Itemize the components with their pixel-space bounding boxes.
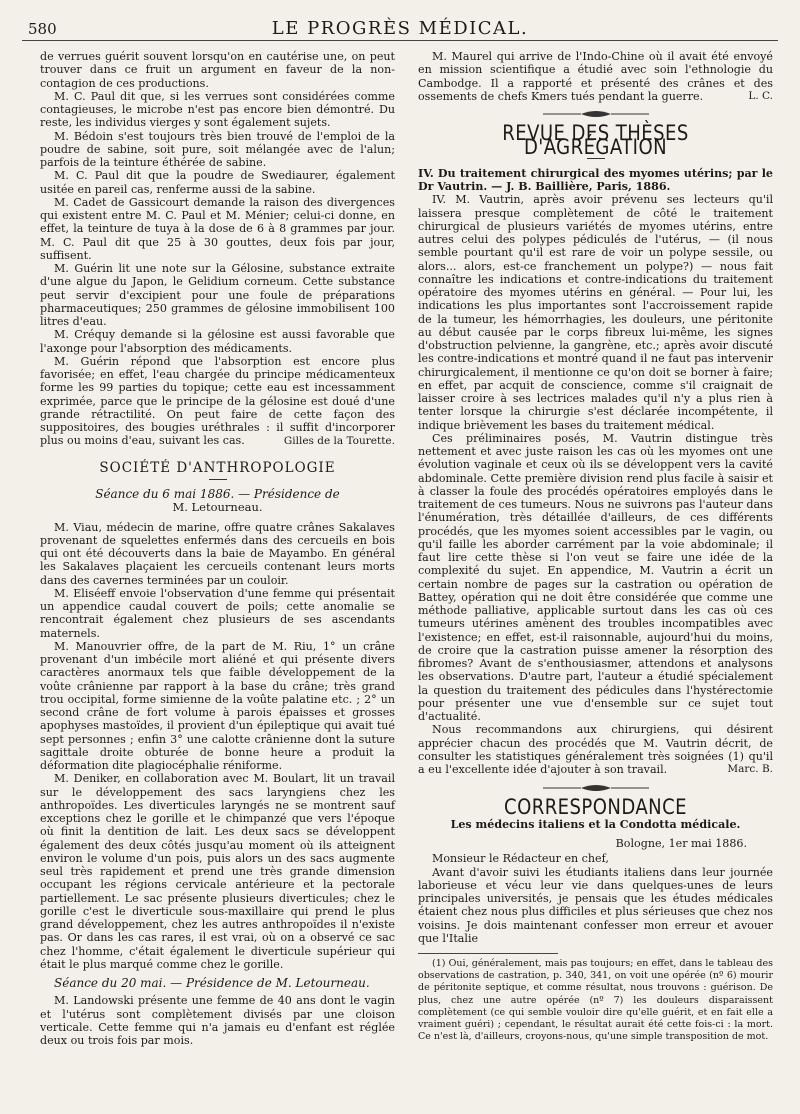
footnote: (1) Oui, généralement, mais pas toujours; en effet, dans le tableau des observations de castration, p. 340, 341, on voit une opérée (nº 6) mourir de péritonite septique, et comme résultat, nous trouvons : guérison. De plus, chez une autre opérée (nº 7) les douleurs disparaissent complètement (ce qui semble vouloir dire qu'elle guérit, et en fait elle a vraiment guéri) ; cependant, le résultat aurait été cette fois-ci : la mort. Ce n'est là, d'ailleurs, croyons-nous, qu'une simple transposition de mot. bbox=[418, 958, 773, 1043]
paragraph: M. Guérin lit une note sur la Gélosine, substance extraite d'une algue du Japon, le Gelidium corneum. Cette substance peut servir d'excipient pour une foule de préparations pharmaceutiques; 250 grammes de gélosine immobilisent 100 litres d'eau. bbox=[40, 262, 395, 328]
paragraph: M. Eliséeff envoie l'observation d'une femme qui présentait un appendice caudal couvert de poils; cette anomalie se rencontrait également chez plusieurs de ses ascendants maternels. bbox=[40, 586, 395, 640]
paragraph: M. Guérin répond que l'absorption est encore plus favorisée; en effet, l'eau chargée du principe médicamenteux forme les 99 parties du topique; cette eau est incessamment exprimée, parce que le principe de la gélosine est doué d'une grande rétractilité. On peut faire de cette façon des suppositoires, des bougies uréthrales : il suffit d'incorporer plus ou moins d'eau, suivant les cas. bbox=[40, 354, 395, 448]
paragraph: Nous recommandons aux chirurgiens, qui désirent apprécier chacun des procédés que M. Vautrin décrit, de consulter les statistiques généralement très soignées (1) qu'il a eu l'excellente idée d'ajouter à son travail. bbox=[418, 723, 773, 776]
paragraph: Monsieur le Rédacteur en chef, bbox=[432, 852, 609, 866]
section-subtitle: Les médecins italiens et la Condotta médicale. bbox=[450, 817, 741, 831]
divider bbox=[209, 479, 227, 480]
signature: Marc. B. bbox=[727, 763, 773, 776]
letter-date: Bologne, 1er mai 1886. bbox=[615, 837, 747, 850]
paragraph: M. Landowski présente une femme de 40 ans dont le vagin et l'utérus sont complètement divisés par une cloison verticale. Cette femme qui n'a jamais eu d'enfant est réglée deux ou trois fois par mois. bbox=[40, 994, 395, 1047]
right-column bbox=[418, 50, 773, 1043]
paragraph: M. C. Paul dit que, si les verrues sont considérées comme contagieuses, le microbe n'est pas encore bien démontré. Du reste, les individus vierges y sont également sujets. bbox=[40, 89, 395, 130]
left-column bbox=[40, 50, 395, 1047]
paragraph: de verrues guérit souvent lorsqu'on en cautérise une, on peut trouver dans ce fruit un argument en faveur de la non-contagion de ces productions. bbox=[40, 50, 395, 90]
seance-heading: Séance du 20 mai. — Présidence de M. Letourneau. bbox=[54, 976, 370, 990]
page-number: 580 bbox=[28, 20, 57, 38]
page-header bbox=[22, 8, 778, 41]
paragraph: M. Créquy demande si la gélosine est aussi favorable que l'axonge pour l'absorption des médicaments. bbox=[40, 328, 395, 355]
paragraph: M. Viau, médecin de marine, offre quatre crânes Sakalaves provenant de squelettes enfermés dans des cercueils en bois qui ont été découverts dans la baie de Mayambo. En général les Sakalaves plaçaient les cercueils contenant leurs morts dans des cavernes terminées par un couloir. bbox=[40, 520, 395, 587]
ornament-divider bbox=[541, 783, 651, 793]
thesis-title: IV. Du traitement chirurgical des myomes utérins; par le Dr Vautrin. — J. B. Baillière, Paris, 1886. bbox=[418, 166, 773, 193]
president-name: M. Letourneau. bbox=[172, 500, 263, 515]
seance-heading: Séance du 6 mai 1886. — Présidence de bbox=[95, 487, 340, 501]
section-title: CORRESPONDANCE bbox=[504, 794, 687, 819]
paragraph: Avant d'avoir suivi les étudiants italiens dans leur journée laborieuse et vécu leur vie dans quelques-unes de leurs principales universités, je pensais que les études médicales étaient chez nous plus difficiles et plus sérieuses que chez nos voisins. Je dois maintenant confesser mon erreur et avouer que l'Italie bbox=[418, 865, 773, 945]
paragraph: M. Maurel qui arrive de l'Indo-Chine où il avait été envoyé en mission scientifique a étudié avec soin l'ethnologie du Cambodge. Il a rapporté et présenté des crânes et des ossements de chefs Kmers tués pendant la guerre. bbox=[418, 50, 773, 103]
signature: Gilles de la Tourette. bbox=[283, 434, 395, 447]
paragraph: M. Bédoin s'est toujours très bien trouvé de l'emploi de la poudre de sabine, soit pure, soit mélangée avec de l'alun; parfois de la teinture éthérée de sabine. bbox=[40, 129, 395, 169]
paragraph: M. Cadet de Gassicourt demande la raison des divergences qui existent entre M. C. Paul et M. Ménier; celui-ci donne, en effet, la teinture de tuya à la dose de 6 à 8 grammes par jour. M. C. Paul dit que 25 à 30 gouttes, deux fois par jour, suffisent. bbox=[40, 195, 395, 262]
paragraph: M. C. Paul dit que la poudre de Swediaurer, également usitée en pareil cas, renferme aussi de la sabine. bbox=[40, 169, 395, 196]
signature: L. C. bbox=[748, 90, 773, 102]
section-title: SOCIÉTÉ D'ANTHROPOLOGIE bbox=[99, 459, 336, 476]
paragraph: M. Deniker, en collaboration avec M. Boulart, lit un travail sur le développement des sacs laryngiens chez les anthropoïdes. Les diverticules laryngés ne se montrent sauf exceptions chez le gorille et le chimpanzé que vers l'époque où finit la dentition de lait. Les deux sacs se développent également des deux côtés jusqu'au moment où ils atteignent environ le volume d'un pois, puis alors un des sacs augmente seul très rapidement et prend une très grande dimension occupant les régions cervicale antérieure et la pectorale partiellement. Le sac présente plusieurs diverticules; chez le gorille c'est le diverticule sous-maxillaire qui prend le plus grand développement, chez les autres anthropoïdes il n'existe pas. Or dans les cas rares, il est vrai, où on a observé ce sac chez l'homme, c'était également le diverticule supérieur qui était le plus marqué comme chez le gorille. bbox=[40, 772, 395, 971]
paragraph: Ces préliminaires posés, M. Vautrin distingue très nettement et avec juste raison les cas où les myomes ont une évolution vaginale et ceux où ils se développent vers la cavité abdominale. Cette première division rend plus facile à saisir et à classer la foule des procédés opératoires employés dans le traitement de ces tumeurs. Nous ne suivrons pas l'auteur dans l'énumération, très détaillée d'ailleurs, de ces différents procédés, que les myomes soient accessibles par le vagin, ou qu'il faille les aborder carrément par la voie abdominale; il faut lire cette thèse si l'on veut se faire une idée de la complexité du sujet. En appendice, M. Vautrin a écrit un certain nombre de pages sur la castration ou opération de Battey, opération qui ne doit être considérée que comme une méthode palliative, applicable surtout dans les cas où ces tumeurs utérines amènent des troubles incompatibles avec l'existence; en effet, est-il raisonnable, aujourd'hui du moins, de croire que la castration puisse amener la résorption des fibromes? Avant de s'enthousiasmer, attendons et analysons les observations. D'autre part, l'auteur a étudié spécialement la question du traitement des pédicules dans l'hystérectomie pour présenter une vue d'ensemble sur ce sujet tout d'actualité. bbox=[418, 431, 773, 723]
section-title: REVUE DES THÈSES D'AGRÉGATION bbox=[502, 121, 689, 159]
paragraph: M. Manouvrier offre, de la part de M. Riu, 1° un crâne provenant d'un imbécile mort aliéné et qui présente divers caractères anormaux tels que faible développement de la voûte crânienne par rapport à la base du crâne; très grand trou occipital, forme simienne de la voûte palatine etc. ; 2° un second crâne de fort volume à parois épaisses et grosses apophyses mastoïdes, il provient d'un épileptique qui avait tué sept personnes ; enfin 3° une calotte crânienne dont la suture sagittale droite obturée de bonne heure a produit la déformation dite plagiocéphalie réniforme. bbox=[40, 639, 395, 772]
running-title: LE PROGRÈS MÉDICAL. bbox=[271, 18, 529, 39]
paragraph: IV. M. Vautrin, après avoir prévenu ses lecteurs qu'il laissera presque complètement de côté le traitement chirurgical de plusieurs variétés de myomes utérins, entre autres celui des polypes pédiculés de l'utérus, — (il nous semble pourtant qu'il est rare de voir un polype sessile, ou alors... alors, est-ce franchement un polype?) — nous fait connaître les indications et contre-indications du traitement opératoire des myomes utérins en général. — Pour lui, les indications les plus importantes sont l'accroissement rapide de la tumeur, les hémorrhagies, les douleurs, une péritonite au début causée par le corps fibreux lui-même, les signes d'obstruction pelvienne, la gangrène, etc.; après avoir discuté les contre-indications et montré quand il ne faut pas intervenir chirurgicalement, il mentionne ce qu'on doit se borner à faire; en effet, par acquit de conscience, comme s'il craignait de laisser croire à ses lectrices malades qu'il n'y a plus rien à tenter lorsque la chirurgie s'est déclarée incompétente, il indique brièvement les bases du traitement médical. bbox=[418, 193, 773, 432]
footnote-rule bbox=[418, 953, 558, 954]
ornament-divider bbox=[541, 109, 651, 119]
